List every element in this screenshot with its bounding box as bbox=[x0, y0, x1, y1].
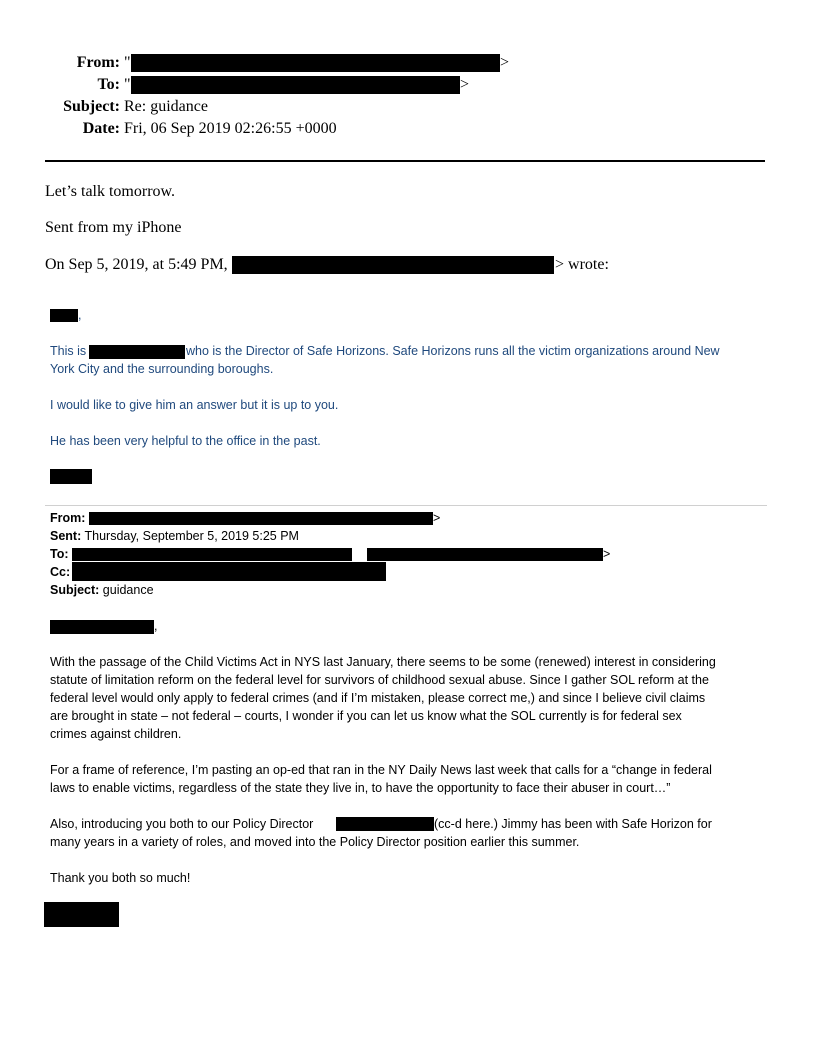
orig-sent-value: Thursday, September 5, 2019 5:25 PM bbox=[84, 529, 299, 543]
redaction-orig-salutation bbox=[50, 620, 154, 634]
redaction-salutation bbox=[50, 309, 78, 322]
salutation-comma: , bbox=[78, 308, 82, 322]
orig-para-1-line: statute of limitation reform on the federal level for survivors of childhood sexual abuse. Since I gather SOL reform at the bbox=[50, 673, 709, 687]
to-suffix: > bbox=[460, 76, 470, 93]
to-label: To: bbox=[97, 76, 120, 93]
orig-para-3-prefix: Also, introducing you both to our Policy Director bbox=[50, 817, 314, 831]
forward-p1-line2: York City and the surrounding boroughs. bbox=[50, 362, 274, 376]
orig-subject-value: guidance bbox=[102, 583, 154, 597]
redaction-signature bbox=[50, 469, 92, 484]
subject-label: Subject: bbox=[63, 98, 120, 115]
date-value: Fri, 06 Sep 2019 02:26:55 +0000 bbox=[124, 120, 337, 137]
from-value bbox=[124, 54, 131, 72]
orig-cc-label-text: Cc: bbox=[50, 565, 71, 579]
orig-to-label bbox=[50, 545, 69, 563]
orig-para-2-line: laws to enable victims, regardless of the state they live in, to have the opportunity to face their abuser in court…” bbox=[50, 781, 671, 795]
orig-para-1-line: federal level would only apply to federal crimes (and if I’m mistaken, please correct me,) and since I believe civil claims bbox=[50, 691, 706, 705]
orig-para-2 bbox=[50, 761, 712, 797]
reply-line-1: Let’s talk tomorrow. bbox=[45, 183, 176, 200]
forward-p2: I would like to give him an answer but it is up to you. bbox=[50, 398, 339, 412]
orig-para-3-line2: many years in a variety of roles, and moved into the Policy Director position earlier this summer. bbox=[50, 835, 580, 849]
orig-subject-row bbox=[50, 581, 154, 599]
forward-p3: He has been very helpful to the office in the past. bbox=[50, 434, 321, 448]
date-label: Date: bbox=[82, 120, 120, 137]
orig-para-4: Thank you both so much! bbox=[50, 871, 191, 885]
forward-p1-suffix: who is the Director of Safe Horizons. Safe Horizons runs all the victim organizations around New bbox=[186, 344, 720, 358]
redaction-orig-cc bbox=[72, 562, 386, 581]
redaction-policy-director bbox=[336, 817, 434, 831]
orig-para-2-line: For a frame of reference, I’m pasting an op-ed that ran in the NY Daily News last week that calls for a “change in federal bbox=[50, 763, 712, 777]
orig-para-3-suffix: (cc-d here.) Jimmy has been with Safe Horizon for bbox=[434, 817, 712, 831]
orig-subject-label: Subject: bbox=[50, 583, 100, 597]
redaction-from-address bbox=[131, 54, 500, 72]
redaction-orig-to-2 bbox=[367, 548, 603, 561]
orig-para-1-line: With the passage of the Child Victims Act in NYS last January, there seems to be some (renewed) interest in considering bbox=[50, 655, 716, 669]
forward-p1-prefix: This is bbox=[50, 344, 87, 358]
orig-from-suffix: > bbox=[433, 511, 441, 525]
header-divider bbox=[45, 160, 765, 162]
redaction-orig-to-1 bbox=[72, 548, 352, 561]
from-suffix: > bbox=[500, 54, 510, 71]
orig-para-1-line: are brought in state – not federal – courts, I wonder if you can let us know what the SOL currently is for federal sex bbox=[50, 709, 682, 723]
quote-intro-suffix: > wrote: bbox=[555, 256, 609, 273]
orig-to-suffix: > bbox=[603, 547, 611, 561]
subject-value: Re: guidance bbox=[124, 98, 208, 115]
quote-intro-prefix: On Sep 5, 2019, at 5:49 PM, bbox=[45, 256, 228, 273]
orig-sent-label: Sent: bbox=[50, 529, 82, 543]
orig-para-1 bbox=[50, 653, 716, 743]
original-divider bbox=[45, 505, 767, 506]
from-label: From: bbox=[76, 54, 120, 71]
redaction-to-address bbox=[131, 76, 460, 94]
to-prefix: " bbox=[124, 76, 131, 93]
from-prefix: " bbox=[124, 54, 131, 71]
redaction-quote-sender bbox=[232, 256, 554, 274]
orig-to-label-text: To: bbox=[50, 547, 69, 561]
redaction-orig-signature bbox=[44, 902, 119, 927]
orig-from-label bbox=[50, 509, 85, 527]
redaction-director-name bbox=[89, 345, 185, 359]
orig-salutation-comma: , bbox=[154, 619, 158, 633]
orig-para-1-line: crimes against children. bbox=[50, 727, 182, 741]
reply-signature: Sent from my iPhone bbox=[45, 219, 182, 236]
redaction-orig-from bbox=[89, 512, 433, 525]
orig-from-label-text: From: bbox=[50, 511, 86, 525]
orig-sent-row bbox=[50, 527, 299, 545]
orig-cc-label bbox=[50, 563, 70, 581]
